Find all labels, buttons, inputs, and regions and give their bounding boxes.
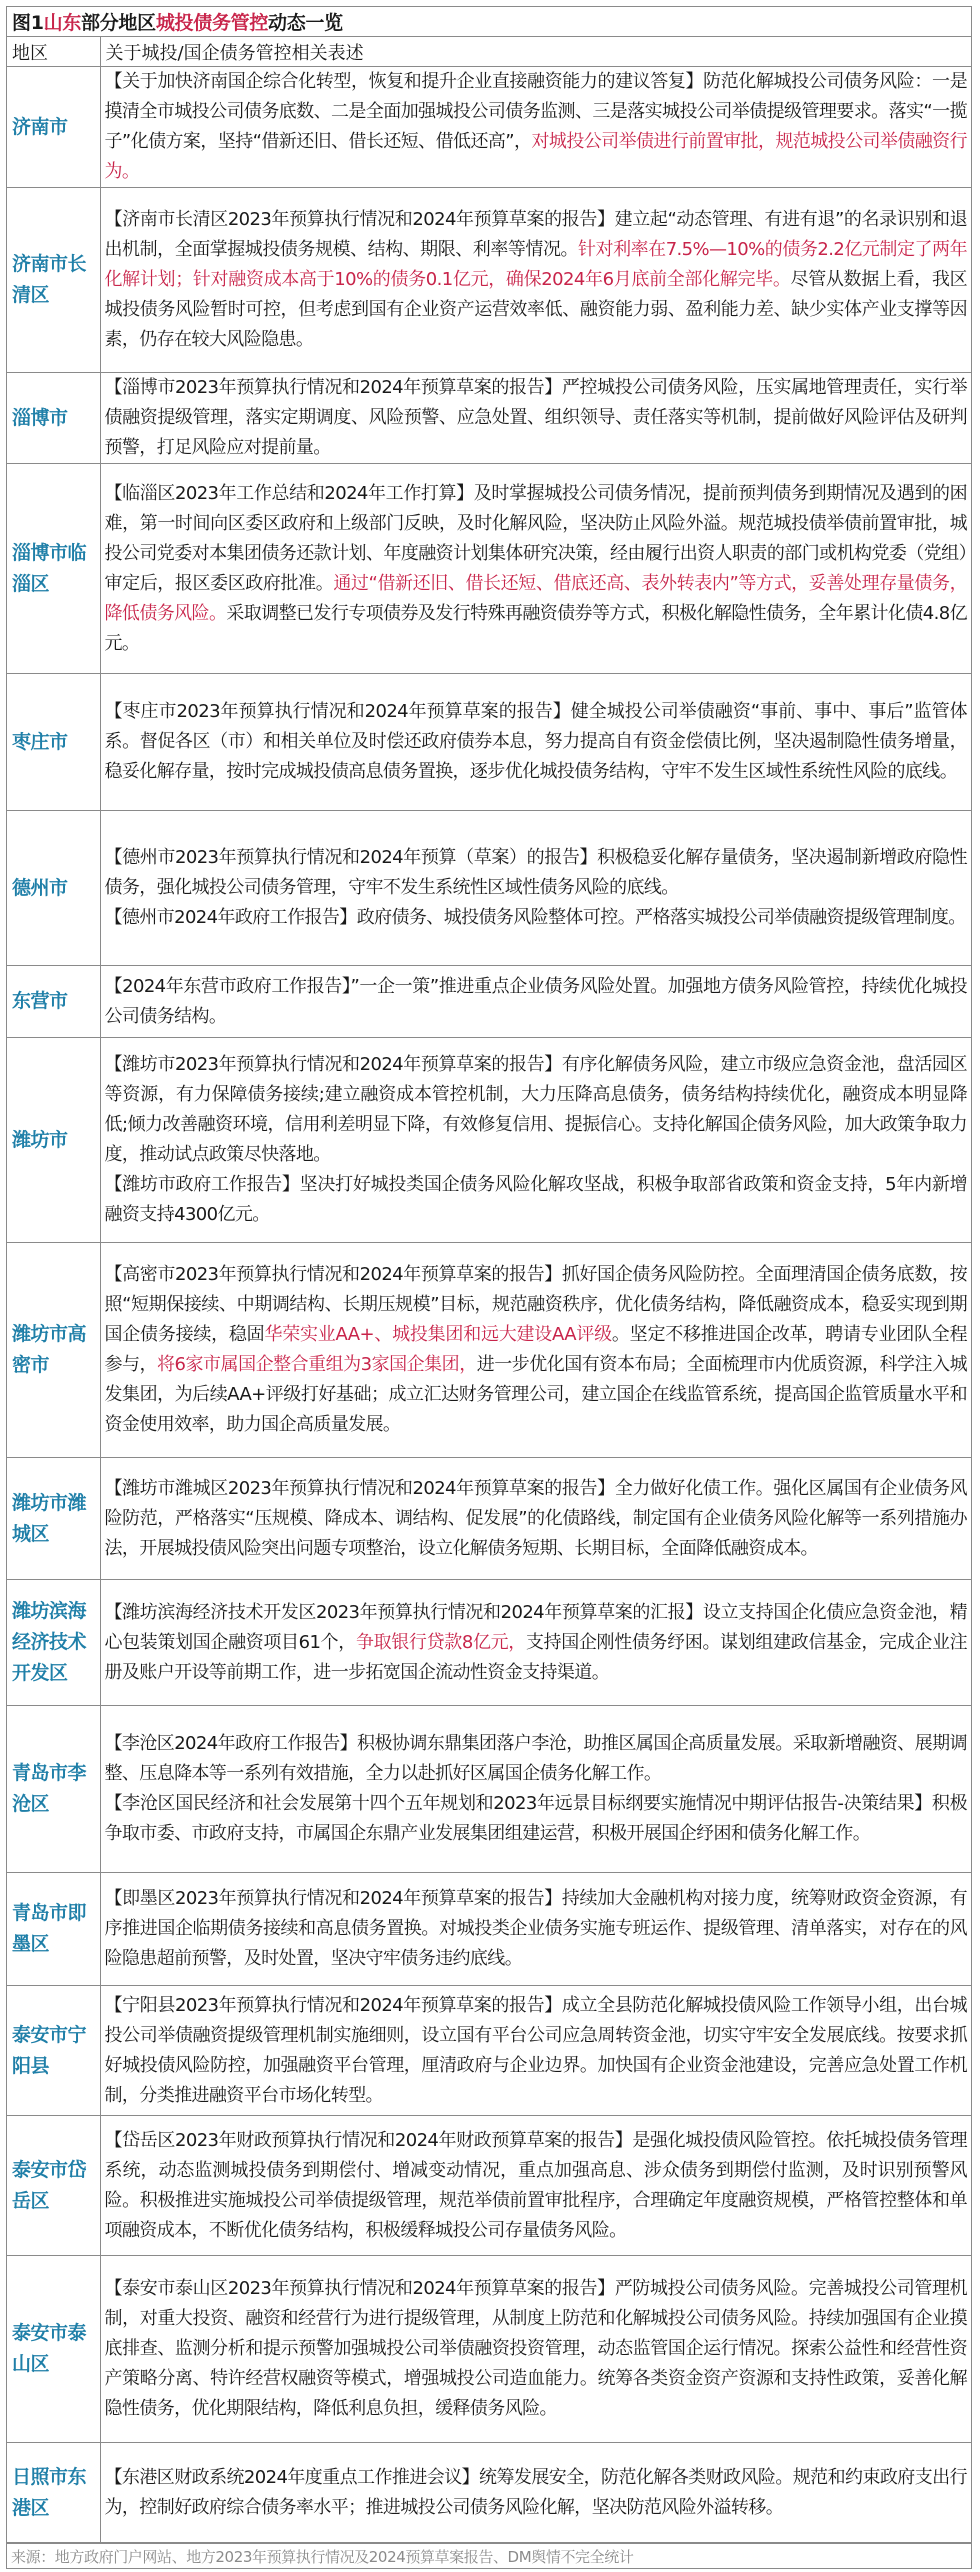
- debt-control-table: [7, 37, 971, 2543]
- table-row: [7, 2116, 971, 2256]
- region-cell: 潍坊市: [7, 1038, 100, 1243]
- highlighted-text: 华荣实业AA+、城投集团和远大建设AA评级: [264, 1324, 612, 1345]
- description-text: 进一步优化国有资本布局；全面梳理市内优质资源，科学注入城发集团，为后续AA+评级打好基础；成立汇达财务管理公司，建立国企在线监管系统，提高国企监管质量水平和资金使用效率，助力国企高质量发展。: [104, 1354, 967, 1435]
- description-text: 【潍坊市2023年预算执行情况和2024年预算草案的报告】有序化解债务风险，建立市级应急资金池，盘活园区等资源，有力保障债务接续;建立融资成本管控机制，大力压降高息债务，债务结构持续优化，融资成本明显降低;倾力改善融资环境，信用利差明显下降，有效修复信用、提振信心。支持化解国企债务风险，加大政策争取力度，推动试点政策尽快落地。: [104, 1054, 967, 1165]
- title-province: 山东: [43, 12, 82, 34]
- table-row: [7, 811, 971, 966]
- description-cell: [100, 1873, 971, 1986]
- column-header-region: 地区: [7, 37, 100, 67]
- description-text: 【岱岳区2023年财政预算执行情况和2024年财政预算草案的报告】是强化城投债风险管控。依托城投债务管理系统，动态监测城投债务到期偿付、增减变动情况，重点加强高息、涉众债务到期偿付监测，及时识别预警风险。积极推进实施城投公司举债提级管理，规范举债前置审批程序，合理确定年度融资规模，严格管控整体和单项融资成本，不断优化债务结构，积极缓释城投公司存量债务风险。: [104, 2129, 967, 2241]
- description-cell: [100, 966, 971, 1038]
- description-text: 【关于加快济南国企综合化转型，恢复和提升企业直接融资能力的建议答复】防范化解城投公司债务风险：一是摸清全市城投公司债务底数、二是全面加强城投公司债务监测、三是落实城投公司举债提级管理要求。落实“一揽子”化债方案，坚持“借新还旧、借长还短、借低还高”，: [104, 71, 967, 152]
- title-prefix: 图1: [12, 12, 44, 34]
- description-text: 【潍坊市政府工作报告】坚决打好城投类国企债务风险化解攻坚战，积极争取部省政策和资金支持，5年内新增融资支持4300亿元。: [104, 1174, 967, 1225]
- description-cell: [100, 2443, 971, 2543]
- description-text: 【枣庄市2023年预算执行情况和2024年预算草案的报告】健全城投公司举债融资“事前、事中、事后”监管体系。督促各区（市）和相关单位及时偿还政府债券本息，努力提高自有资金偿债比例，坚决遏制隐性债务增量，稳妥化解存量，按时完成城投债高息债务置换，逐步优化城投债务结构，守牢不发生区域性系统性风险的底线。: [104, 701, 967, 782]
- region-cell: 济南市: [7, 67, 100, 188]
- table-row: [7, 2443, 971, 2543]
- highlighted-text: 通过“借新还旧、借长还短、借底还高、表外转表内”等方式，妥善处理存量债务，降低债务风险。: [104, 572, 967, 624]
- description-cell: [100, 2256, 971, 2443]
- table-row: [7, 1873, 971, 1986]
- figure-table-frame: [6, 6, 972, 2569]
- region-cell: 东营市: [7, 966, 100, 1038]
- description-cell: [100, 67, 971, 188]
- region-cell: 泰安市泰山区: [7, 2256, 100, 2443]
- description-text: 【泰安市泰山区2023年预算执行情况和2024年预算草案的报告】严防城投公司债务风险。完善城投公司管理机制，对重大投资、融资和经营行为进行提级管理，从制度上防范和化解城投公司债务风险。持续加强国有企业摸底排查、监测分析和提示预警加强城投公司举债融资投资管理，动态监管国企运行情况。探索公益性和经营性资产策略分离、特许经营权融资等模式，增强城投公司造血能力。统筹各类资金资产资源和支持性政策，妥善化解隐性债务，优化期限结构，降低利息负担，缓释债务风险。: [104, 2278, 967, 2419]
- table-row: [7, 373, 971, 464]
- table-row: [7, 464, 971, 674]
- description-cell: [100, 1986, 971, 2116]
- table-row: [7, 1243, 971, 1458]
- region-cell: 潍坊市潍城区: [7, 1458, 100, 1580]
- table-row: [7, 1706, 971, 1873]
- region-cell: 济南市长清区: [7, 188, 100, 373]
- table-row: [7, 674, 971, 811]
- description-text: 【德州市2024年政府工作报告】政府债务、城投债务风险整体可控。严格落实城投公司举债融资提级管理制度。: [104, 907, 966, 928]
- description-text: 【宁阳县2023年预算执行情况和2024年预算草案的报告】成立全县防范化解城投债风险工作领导小组，出台城投公司举债融资提级管理机制实施细则，设立国有平台公司应急周转资金池，切实守牢安全发展底线。按要求抓好城投债风险防控，加强融资平台管理，厘清政府与企业边界。加快国有企业资金池建设，完善应急处置工作机制，分类推进融资平台市场化转型。: [104, 1994, 967, 2106]
- source-note: 来源：地方政府门户网站、地方2023年预算执行情况及2024预算草案报告、DM舆情不完全统计: [7, 2543, 971, 2568]
- description-cell: [100, 674, 971, 811]
- region-cell: 枣庄市: [7, 674, 100, 811]
- region-cell: 青岛市李沧区: [7, 1706, 100, 1873]
- description-text: 尽管从数据上看，我区城投债务风险暂时可控，但考虑到国有企业资产运营效率低、融资能力弱、盈利能力差、缺少实体产业支撑等因素，仍存在较大风险隐患。: [104, 269, 968, 350]
- description-cell: [100, 2116, 971, 2256]
- description-text: 【潍坊市潍城区2023年预算执行情况和2024年预算草案的报告】全力做好化债工作。强化区属国有企业债务风险防范，严格落实“压规模、降成本、调结构、促发展”的化债路线，制定国有企业债务风险化解等一系列措施办法，开展城投债风险突出问题专项整治，设立化解债务短期、长期目标，全面降低融资成本。: [104, 1477, 967, 1559]
- table-row: [7, 1458, 971, 1580]
- table-row: [7, 1038, 971, 1243]
- region-cell: 青岛市即墨区: [7, 1873, 100, 1986]
- table-row: [7, 1580, 971, 1706]
- title-part4: 动态一览: [268, 12, 343, 34]
- description-cell: [100, 1243, 971, 1458]
- description-text: 【淄博市2023年预算执行情况和2024年预算草案的报告】严控城投公司债务风险，压实属地管理责任，实行举债融资提级管理，落实定期调度、风险预警、应急处置、组织领导、责任落实等机制，提前做好风险评估及研判预警，打足风险应对提前量。: [104, 377, 967, 458]
- highlighted-text: 将6家市属国企整合重组为3家国企集团，: [157, 1354, 477, 1375]
- highlighted-text: 针对利率在7.5%—10%的债务2.2亿元制定了两年化解计划；针对融资成本高于10%的债务0.1亿元，确保2024年6月底前全部化解完毕。: [104, 239, 967, 290]
- description-text: 支持国企刚性债务纾困。谋划组建政信基金，完成企业注册及账户开设等前期工作，进一步拓宽国企流动性资金支持渠道。: [104, 1631, 968, 1683]
- region-cell: 泰安市岱岳区: [7, 2116, 100, 2256]
- description-text: 采取调整已发行专项债券及发行特殊再融资债券等方式，积极化解隐性债务，全年累计化债4.8亿元。: [104, 602, 967, 654]
- region-cell: 泰安市宁阳县: [7, 1986, 100, 2116]
- description-cell: [100, 811, 971, 966]
- region-cell: 潍坊滨海经济技术开发区: [7, 1580, 100, 1706]
- description-cell: [100, 1458, 971, 1580]
- table-row: [7, 966, 971, 1038]
- description-cell: [100, 464, 971, 674]
- description-text: 【济南市长清区2023年预算执行情况和2024年预算草案的报告】建立起“动态管理、有进有退”的名录识别和退出机制，全面掌握城投债务规模、结构、期限、利率等情况。: [104, 209, 967, 260]
- table-row: [7, 1986, 971, 2116]
- highlighted-text: 争取银行贷款8亿元，: [355, 1631, 526, 1653]
- region-cell: 淄博市临淄区: [7, 464, 100, 674]
- description-text: 【高密市2023年预算执行情况和2024年预算草案的报告】抓好国企债务风险防控。全面理清国企债务底数，按照“短期保接续、中期调结构、长期压规模”目标，规范融资秩序，优化债务结构，降低融资成本，稳妥实现到期国企债务接续，稳固: [104, 1264, 967, 1345]
- table-row: [7, 67, 971, 188]
- region-cell: 德州市: [7, 811, 100, 966]
- region-cell: 淄博市: [7, 373, 100, 464]
- column-header-description: 关于城投/国企债务管控相关表述: [100, 37, 971, 67]
- description-cell: [100, 188, 971, 373]
- table-header-row: [7, 37, 971, 67]
- description-cell: [100, 373, 971, 464]
- description-text: 【德州市2023年预算执行情况和2024年预算（草案）的报告】积极稳妥化解存量债务，坚决遏制新增政府隐性债务，强化城投公司债务管理，守牢不发生系统性区域性债务风险的底线。: [104, 847, 967, 898]
- figure-title: [7, 7, 971, 37]
- description-cell: [100, 1038, 971, 1243]
- table-row: [7, 2256, 971, 2443]
- description-cell: [100, 1706, 971, 1873]
- description-cell: [100, 1580, 971, 1706]
- region-cell: 日照市东港区: [7, 2443, 100, 2543]
- description-text: 。坚定不移推进国企改革，聘请专业团队全程参与，: [104, 1324, 967, 1375]
- description-text: 【李沧区国民经济和社会发展第十四个五年规划和2023年远景目标纲要实施情况中期评估报告-决策结果】积极争取市委、市政府支持，市属国企东鼎产业发展集团组建运营，积极开展国企纾困和债务化解工作。: [104, 1793, 967, 1844]
- highlighted-text: 对城投公司举债进行前置审批，规范城投公司举债融资行为。: [104, 131, 968, 182]
- description-text: 【潍坊滨海经济技术开发区2023年预算执行情况和2024年预算草案的汇报】设立支持国企化债应急资金池，精心包装策划国企融资项目61个，: [104, 1601, 967, 1653]
- description-text: 【即墨区2023年预算执行情况和2024年预算草案的报告】持续加大金融机构对接力度，统筹财政资金资源，有序推进国企临期债务接续和高息债务置换。对城投类企业债务实施专班运作、提级管理、清单落实，对存在的风险隐患超前预警，及时处置，坚决守牢债务违约底线。: [104, 1888, 967, 1969]
- description-text: 【东港区财政系统2024年度重点工作推进会议】统筹发展安全，防范化解各类财政风险。规范和约束政府支出行为，控制好政府综合债务率水平；推进城投公司债务风险化解，坚决防范风险外溢转移。: [104, 2466, 967, 2518]
- region-cell: 潍坊市高密市: [7, 1243, 100, 1458]
- description-text: 【临淄区2023年工作总结和2024年工作打算】及时掌握城投公司债务情况，提前预判债务到期情况及遇到的困难，第一时间向区委区政府和上级部门反映，及时化解风险，坚决防止风险外溢。规范城投债举债前置审批，城投公司党委对本集团债务还款计划、年度融资计划集体研究决策，经由履行出资人职责的部门或机构党委（党组）审定后，报区委区政府批准。: [104, 482, 967, 594]
- description-text: 【2024年东营市政府工作报告】”一企一策”推进重点企业债务风险处置。加强地方债务风险管控，持续优化城投公司债务结构。: [104, 975, 967, 1027]
- table-row: [7, 188, 971, 373]
- description-text: 【李沧区2024年政府工作报告】积极协调东鼎集团落户李沧，助推区属国企高质量发展。采取新增融资、展期调整、压息降本等一系列有效措施，全力以赴抓好区属国企债务化解工作。: [104, 1733, 967, 1784]
- title-part2: 部分地区: [81, 12, 156, 34]
- title-topic: 城投债务管控: [155, 12, 269, 34]
